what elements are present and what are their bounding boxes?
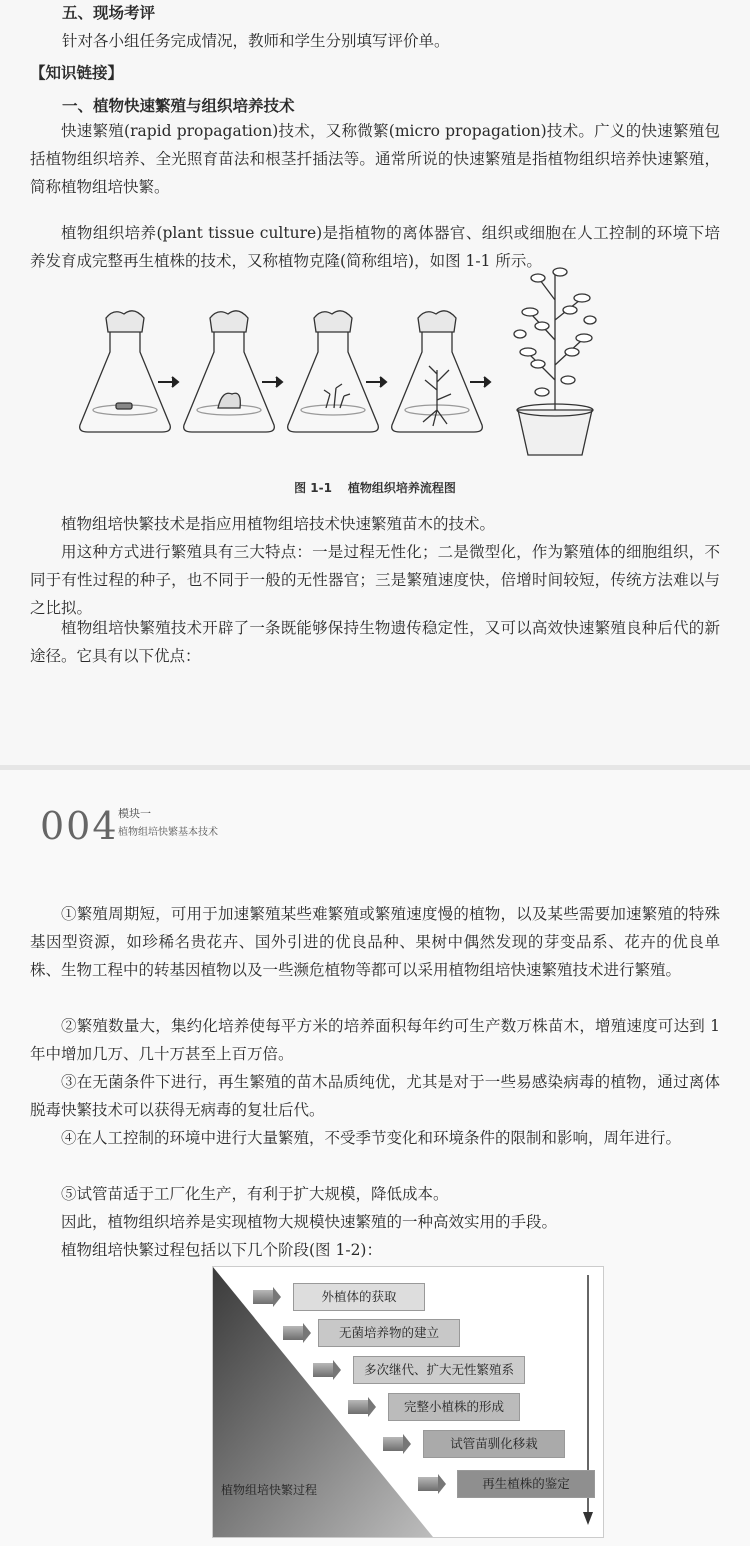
figure-1-1-title: 植物组织培养流程图 [347,481,456,495]
figure-1-1-caption [0,479,750,496]
advantage-item-4: ④在人工控制的环境中进行大量繁殖，不受季节变化和环境条件的限制和影响，周年进行。 [61,1129,682,1147]
book-page-1 [0,0,750,765]
section5-text: 针对各小组任务完成情况，教师和学生分别填写评价单。 [62,32,450,50]
stage-1: 外植体的获取 [293,1283,425,1311]
potted-plant-icon [514,268,596,455]
stage-arrow-icon [313,1363,333,1377]
stage-3: 多次继代、扩大无性繁殖系 [353,1356,525,1384]
advantage-item-1: ①繁殖周期短，可用于加速繁殖某些难繁殖或繁殖速度慢的植物，以及某些需要加速繁殖的特殊基因型资源，如珍稀名贵花卉、国外引进的优良品种、果树中偶然发现的芽变品系、花卉的优良单株、生物工程中的转基因植物以及一些濒危植物等都可以采用植物组培快速繁殖技术进行繁殖。 [30,905,720,979]
flask-icon [184,311,275,432]
page-number: 004 [40,804,119,848]
figure-1-1-label: 图 1-1 [294,481,332,495]
knowledge-heading: 【知识链接】 [30,64,124,82]
conclusion-paragraph: 因此，植物组织培养是实现植物大规模快速繁殖的一种高效实用的手段。 [61,1213,558,1231]
advantage-item-5: ⑤试管苗适于工厂化生产，有利于扩大规模，降低成本。 [61,1185,449,1203]
stage-arrow-icon [418,1477,438,1491]
paragraph-advantages-intro: 植物组培快繁殖技术开辟了一条既能够保持生物遗传稳定性，又可以高效快速繁殖良种后代的新途径。它具有以下优点： [30,619,720,665]
advantage-item-3: ③在无菌条件下进行，再生繁殖的苗木品质纯优，尤其是对于一些易感染病毒的植物，通过离体脱毒快繁技术可以获得无病毒的复壮后代。 [30,1073,720,1119]
paragraph-tissue-culture: 植物组织培养(plant tissue culture)是指植物的离体器官、组织或细胞在人工控制的环境下培养发育成完整再生植株的技术，又称植物克隆(简称组培)，如图 1-1 所示。 [30,224,720,270]
flask-icon [80,311,171,432]
paragraph-rapid-propagation: 快速繁殖(rapid propagation)技术，又称微繁(micro propagation)技术。广义的快速繁殖包括植物组织培养、全光照育苗法和根茎扦插法等。通常所说的快速繁殖是指植物组织培养快速繁殖，简称植物组培快繁。 [30,122,720,196]
paragraph-three-features: 用这种方式进行繁殖具有三大特点：一是过程无性化；二是微型化，作为繁殖体的细胞组织，不同于有性过程的种子，也不同于一般的无性器官；三是繁殖速度快，倍增时间较短，传统方法难以与之比拟。 [30,543,720,617]
section5-heading: 五、现场考评 [62,4,156,22]
stage-arrow-icon [348,1400,368,1414]
figure-1-2-process-diagram [212,1266,604,1538]
advantage-item-2: ②繁殖数量大，集约化培养使每平方米的培养面积每年约可生产数万株苗木，增殖速度可达到 1 年中增加几万、几十万甚至上百万倍。 [30,1017,720,1063]
figure-1-2-intro: 植物组培快繁过程包括以下几个阶段(图 1-2)： [61,1241,382,1259]
stage-6: 再生植株的鉴定 [457,1470,595,1498]
subsection-heading: 一、植物快速繁殖与组织培养技术 [62,97,295,115]
figure-1-1-flowchart [70,260,630,470]
stage-arrow-icon [383,1437,403,1451]
stage-arrow-icon [283,1326,303,1340]
flask-icon [392,311,483,432]
book-page-2 [0,770,750,1546]
flask-icon [288,311,379,432]
paragraph-definition: 植物组培快繁技术是指应用植物组培技术快速繁殖苗木的技术。 [61,515,496,533]
triangle-label: 植物组培快繁过程 [221,1483,318,1497]
stage-2: 无菌培养物的建立 [318,1319,460,1347]
module-label: 模块一 [118,807,151,820]
stage-4: 完整小植株的形成 [388,1393,520,1421]
stage-5: 试管苗驯化移栽 [423,1430,565,1458]
stage-arrow-icon [253,1290,273,1304]
module-subtitle: 植物组培快繁基本技术 [118,827,218,838]
